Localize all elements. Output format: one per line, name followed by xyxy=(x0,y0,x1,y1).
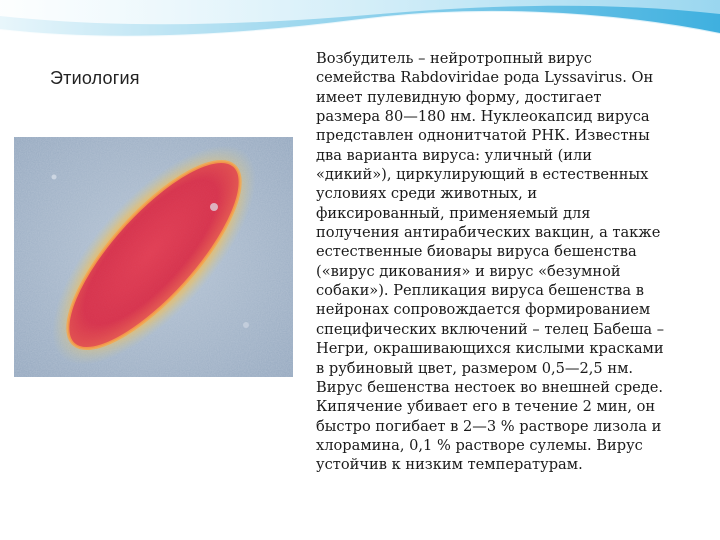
virus-micrograph-image xyxy=(14,137,293,377)
etiology-description-text: Возбудитель – нейротропный вирус семейства Rabdoviridae рода Lyssavirus. Он имеет пулевидную форму, достигает размера 80—180 нм. Нуклеокапсид вируса представлен однонитчатой РНК. Известны два варианта вируса: уличный (или «дикий»), циркулирующий в естественных условиях среди животных, и фиксированный, применяемый для получения антирабических вакцин, а также естественные биовары вируса бешенства («вирус дикования» и вирус «безумной собаки»). Репликация вируса бешенства в нейронах сопровождается формированием специфических включений – телец Бабеша – Негри, окрашивающихся кислыми красками в рубиновый цвет, размером 0,5—2,5 нм. Вирус бешенства нестоек во внешней среде. Кипячение убивает его в течение 2 мин, он быстро погибает в 2—3 % растворе лизола и хлорамина, 0,1 % растворе сулемы. Вирус устойчив к низким температурам. xyxy=(316,50,665,474)
slide-title: Этиология xyxy=(50,68,140,88)
